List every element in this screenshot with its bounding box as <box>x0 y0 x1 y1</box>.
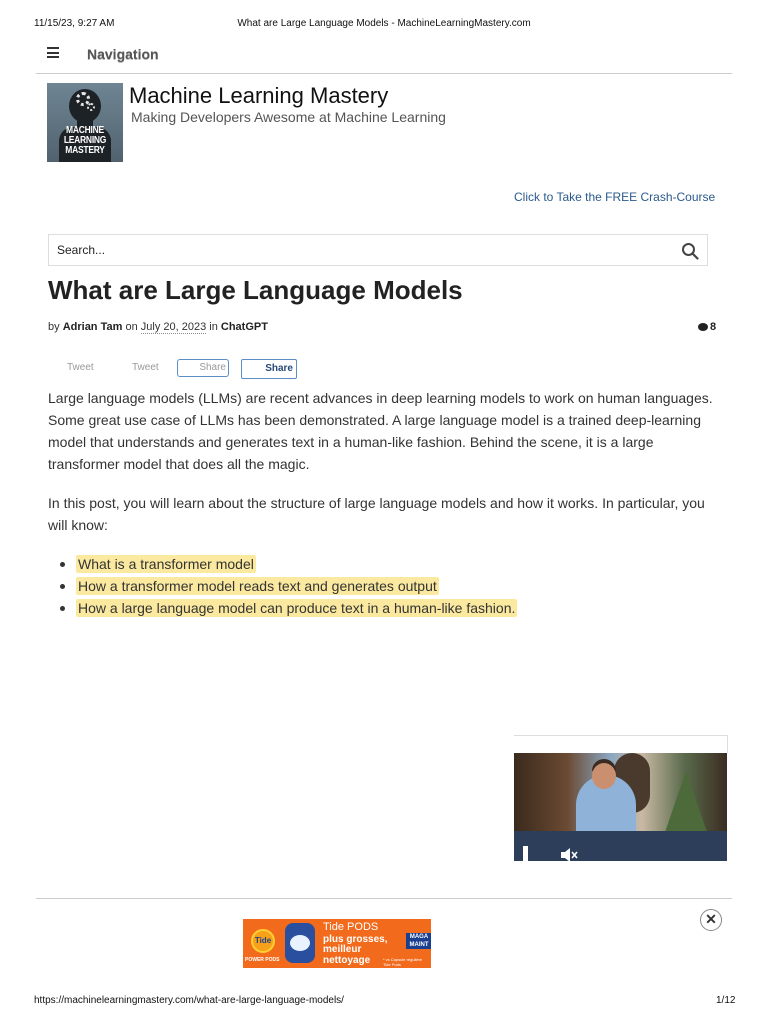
video-frame-border <box>727 735 728 753</box>
article-byline: by Adrian Tam on July 20, 2023 in ChatGPT <box>48 321 268 333</box>
print-page-number: 1/12 <box>716 995 736 1006</box>
ad-line: meilleur <box>323 944 362 955</box>
list-item: How a transformer model reads text and generates output <box>56 575 656 597</box>
mute-icon[interactable] <box>559 846 579 864</box>
search-input[interactable] <box>48 234 708 266</box>
ad-brand: Tide PODS <box>323 921 379 933</box>
crash-course-link[interactable]: Click to Take the FREE Crash-Course <box>514 190 716 204</box>
nav-divider <box>36 73 732 74</box>
site-logo[interactable] <box>47 83 123 162</box>
site-tagline: Making Developers Awesome at Machine Learning <box>131 109 446 125</box>
ad-divider <box>36 898 732 899</box>
print-page-title: What are Large Language Models - MachineLearningMastery.com <box>237 18 531 29</box>
publish-date: July 20, 2023 <box>140 321 207 333</box>
article-title: What are Large Language Models <box>48 275 463 305</box>
article-paragraph: In this post, you will learn about the structure of large language models and how it works. In particular, you will know: <box>48 495 705 533</box>
ad-logo: Tide <box>251 929 275 953</box>
comment-icon <box>698 323 708 331</box>
print-datetime: 11/15/23, 9:27 AM <box>34 18 115 29</box>
ad-fine-print: * vs Capsule régulière Tide Pods <box>383 957 423 967</box>
ad-line: plus grosses, <box>323 934 388 945</box>
tweet-button[interactable]: Tweet <box>132 362 159 373</box>
share-button[interactable]: Share <box>177 359 229 377</box>
list-item: How a large language model can produce text in a human-like fashion. <box>56 597 656 619</box>
ad-product-image <box>285 923 315 963</box>
video-player[interactable] <box>514 753 727 861</box>
logo-text: MACHINE LEARNING MASTERY <box>63 125 107 156</box>
search-placeholder: Search... <box>57 243 106 257</box>
gear-icon <box>87 103 95 111</box>
navigation-label[interactable]: Navigation <box>87 46 159 62</box>
article-bullet-list <box>56 553 656 619</box>
category-link[interactable]: ChatGPT <box>220 321 268 333</box>
pause-icon[interactable] <box>523 846 539 864</box>
ad-badge: MAGA MAINT <box>406 933 431 949</box>
ad-line: nettoyage <box>323 955 371 966</box>
list-item: What is a transformer model <box>56 553 656 575</box>
print-footer-url: https://machinelearningmastery.com/what-are-large-language-models/ <box>34 995 344 1006</box>
hamburger-menu-icon[interactable] <box>47 47 59 58</box>
video-frame-border <box>514 735 727 736</box>
share-button[interactable]: Share <box>241 359 297 379</box>
site-title[interactable]: Machine Learning Mastery <box>129 83 389 108</box>
ad-banner[interactable] <box>243 919 431 968</box>
close-icon[interactable]: ✕ <box>700 909 722 931</box>
comment-count[interactable]: 8 <box>698 321 716 333</box>
tweet-button[interactable]: Tweet <box>67 362 94 373</box>
ad-power-label: POWER PODS <box>245 957 280 963</box>
author-link[interactable]: Adrian Tam <box>62 321 123 333</box>
article-paragraph: Large language models (LLMs) are recent advances in deep learning models to work on human languages. Some great use case of LLMs has been demonstrated. A large language model is a trained deep-learning model that understands and generates text in a human-like fashion. Behind the scene, it is a large transformer model that does all the magic. <box>48 390 713 472</box>
search-icon[interactable] <box>681 242 699 260</box>
